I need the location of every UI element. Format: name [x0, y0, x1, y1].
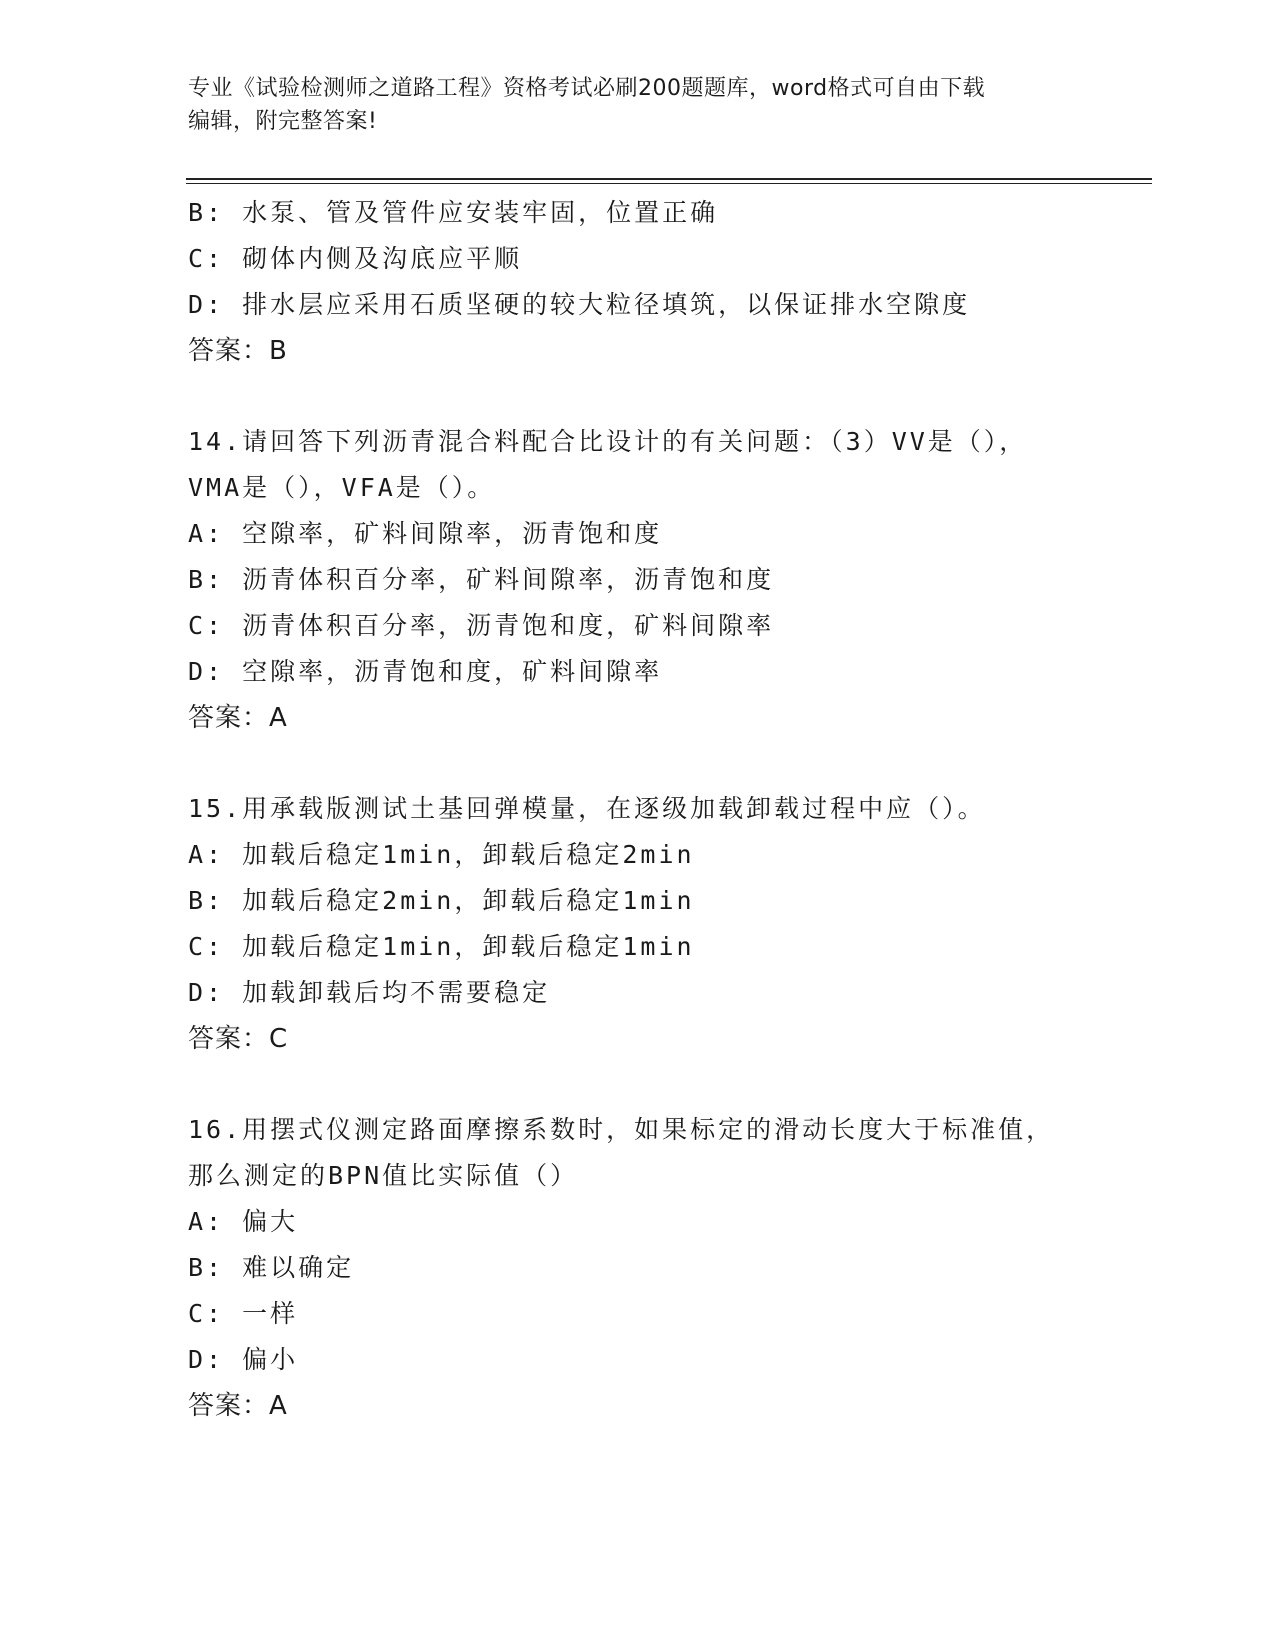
- option-d: D: 排水层应采用石质坚硬的较大粒径填筑，以保证排水空隙度: [188, 290, 971, 319]
- option-c: C: 一样: [188, 1299, 299, 1328]
- header-line-2: 编辑，附完整答案!: [188, 109, 378, 134]
- option-b: B: 难以确定: [188, 1253, 355, 1282]
- question-14-block: [188, 419, 1148, 741]
- question-list: [188, 190, 1148, 1429]
- question-stem-continued: VMA是（），VFA是（）。: [188, 473, 496, 502]
- spacer: [188, 374, 1148, 419]
- answer: 答案：A: [188, 703, 288, 733]
- option-c: C: 沥青体积百分率，沥青饱和度，矿料间隙率: [188, 611, 775, 640]
- header-divider-thin: [186, 183, 1152, 184]
- header-line-1: 专业《试验检测师之道路工程》资格考试必刷200题题库，word格式可自由下载: [188, 76, 986, 101]
- question-16-block: [188, 1107, 1148, 1429]
- option-a: A: 偏大: [188, 1207, 299, 1236]
- spacer: [188, 1062, 1148, 1107]
- option-a: A: 空隙率，矿料间隙率，沥青饱和度: [188, 519, 663, 548]
- question-15-block: [188, 786, 1148, 1062]
- option-b: B: 水泵、管及管件应安装牢固，位置正确: [188, 198, 719, 227]
- option-b: B: 沥青体积百分率，矿料间隙率，沥青饱和度: [188, 565, 775, 594]
- question-stem: 16.用摆式仪测定路面摩擦系数时，如果标定的滑动长度大于标准值，: [188, 1115, 1055, 1144]
- question-stem-continued: 那么测定的BPN值比实际值（）: [188, 1161, 579, 1190]
- document-header: [188, 72, 1068, 138]
- question-stem: 14.请回答下列沥青混合料配合比设计的有关问题：（3）VV是（），: [188, 427, 1028, 456]
- spacer: [188, 741, 1148, 786]
- answer: 答案：B: [188, 336, 288, 366]
- option-d: D: 加载卸载后均不需要稳定: [188, 978, 551, 1007]
- option-d: D: 偏小: [188, 1345, 299, 1374]
- question-13-block: [188, 190, 1148, 374]
- option-c: C: 砌体内侧及沟底应平顺: [188, 244, 523, 273]
- option-a: A: 加载后稳定1min，卸载后稳定2min: [188, 840, 695, 869]
- header-divider-thick: [186, 178, 1152, 180]
- option-b: B: 加载后稳定2min，卸载后稳定1min: [188, 886, 695, 915]
- answer: 答案：A: [188, 1391, 288, 1421]
- option-d: D: 空隙率，沥青饱和度，矿料间隙率: [188, 657, 663, 686]
- option-c: C: 加载后稳定1min，卸载后稳定1min: [188, 932, 695, 961]
- answer: 答案：C: [188, 1024, 289, 1054]
- question-stem: 15.用承载版测试土基回弹模量，在逐级加载卸载过程中应（）。: [188, 794, 986, 823]
